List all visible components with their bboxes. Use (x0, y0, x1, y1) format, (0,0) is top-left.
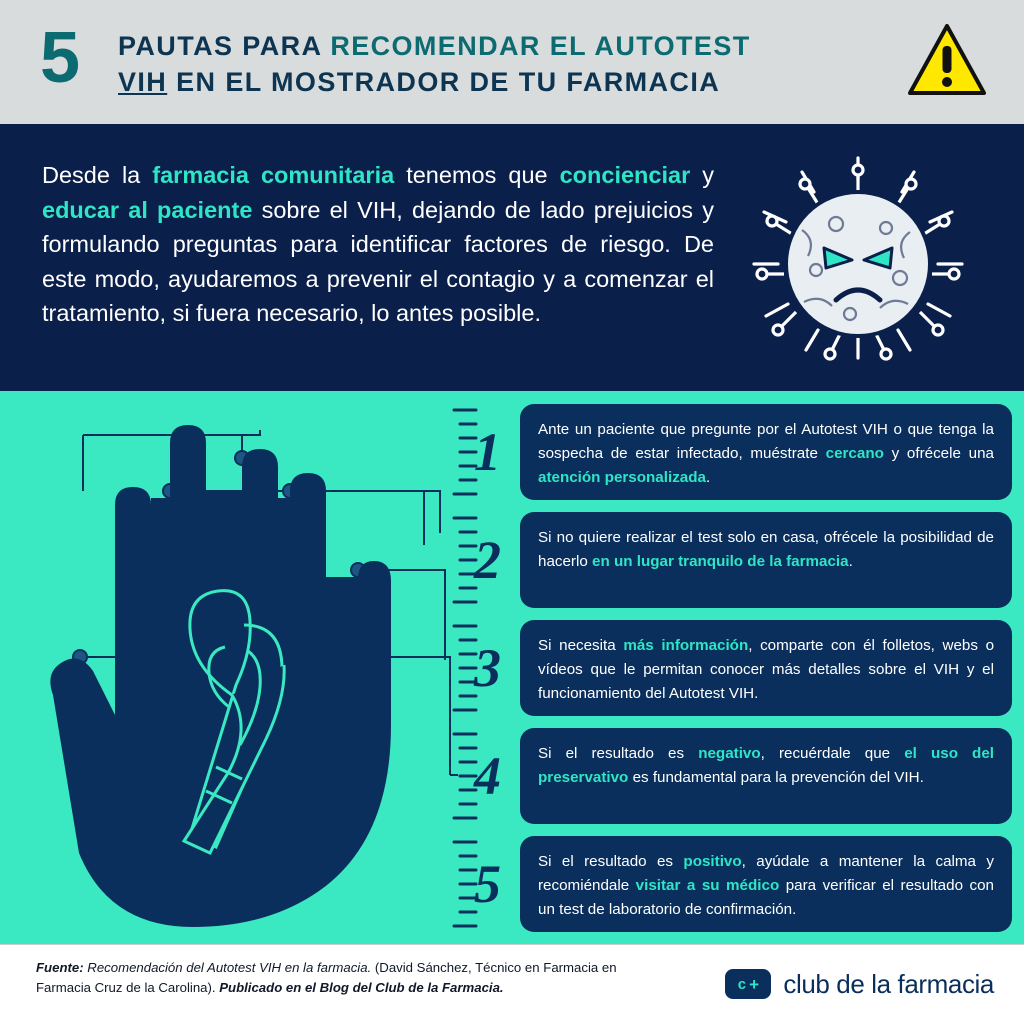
step-text-part: . (848, 553, 853, 570)
source-label: Fuente: (36, 960, 84, 975)
step-text-emphasis: más información (623, 637, 749, 654)
step-text-emphasis: negativo (698, 745, 761, 762)
step-item (452, 620, 1012, 716)
step-text-part: y ofrécele una (883, 445, 994, 462)
brand-logo[interactable] (725, 964, 994, 1004)
step-text-part: Si el resultado es (538, 853, 684, 870)
title-part-4: EN EL MOSTRADOR DE TU FARMACIA (167, 67, 721, 97)
step-item (452, 728, 1012, 824)
step-text-emphasis: el uso del preservativo (538, 745, 994, 786)
brand-name: club de la farmacia (783, 968, 994, 999)
footer-divider (0, 944, 1024, 945)
step-number: 5 (474, 854, 500, 914)
step-number: 4 (474, 746, 500, 806)
title-part-2: RECOMENDAR EL AUTOTEST (330, 31, 751, 61)
source-published: Publicado en el Blog del Club de la Farmacia. (219, 980, 504, 995)
angry-virus-icon (740, 152, 976, 364)
intro-band (0, 124, 1024, 391)
source-title: Recomendación del Autotest VIH en la farmacia. (87, 960, 372, 975)
step-text-part: , recuérdale que (760, 745, 905, 762)
title-part-3: VIH (118, 67, 168, 97)
step-number: 2 (474, 530, 500, 590)
step-item (452, 512, 1012, 608)
step-text-part: , comparte con él folletos, webs o vídeos que le permitan conocer más detalles sobre el VIH y el funcionamiento del Autotest VIH. (538, 637, 995, 702)
step-text (520, 404, 1012, 500)
intro-part-1: Desde la (42, 162, 153, 188)
intro-highlight-1: farmacia comunitaria (152, 162, 395, 188)
step-text-part: Si no quiere realizar el test solo en casa, ofrécele la posibilidad de hacerlo (538, 529, 994, 570)
step-text-part: para verificar el resultado con un test de laboratorio de confirmación. (538, 877, 994, 918)
step-text-part: Si el resultado es (538, 745, 699, 762)
intro-text (42, 158, 714, 331)
step-text-emphasis: cercano (825, 445, 884, 462)
step-text-part: Si necesita (538, 637, 624, 654)
warning-triangle-icon (908, 24, 986, 96)
page-title (118, 28, 838, 100)
header (0, 0, 1024, 124)
step-text-emphasis: atención personalizada (538, 469, 706, 486)
intro-highlight-3: educar al paciente (42, 196, 253, 223)
step-text-emphasis: en un lugar tranquilo de la farmacia (592, 553, 849, 570)
step-text (520, 836, 1012, 932)
step-text-part: , ayúdale a mantener la calma y recomiéndale (538, 853, 994, 894)
step-item (452, 404, 1012, 500)
step-text (520, 728, 1012, 824)
intro-highlight-2: concienciar (559, 162, 691, 188)
brand-mark-icon (725, 969, 771, 999)
brand-mark-letter: c (737, 975, 747, 993)
source-note (36, 958, 636, 998)
intro-part-3: y (690, 162, 715, 188)
step-text-emphasis: positivo (683, 853, 742, 870)
step-text-emphasis: visitar a su médico (635, 877, 780, 894)
steps-list (452, 404, 1012, 934)
intro-part-4: sobre el VIH, dejando de lado prejuicios y formulando preguntas para identificar factores de riesgo. De este modo, ayudaremos a prevenir el contagio y a comenzar el tratamiento, si fuera necesario, lo antes posible. (42, 196, 714, 326)
step-text-part: es fundamental para la prevención del VIH. (628, 769, 924, 786)
step-number: 1 (474, 422, 500, 482)
header-number: 5 (40, 18, 79, 98)
hand-with-awareness-ribbon-icon (20, 395, 500, 935)
intro-part-2: tenemos que (394, 162, 560, 188)
brand-mark-plus: + (749, 974, 760, 994)
step-item (452, 836, 1012, 932)
step-text-part: Ante un paciente que pregunte por el Autotest VIH o que tenga la sospecha de estar infectado, muéstrate (538, 421, 994, 462)
step-text (520, 620, 1012, 716)
step-number: 3 (474, 638, 500, 698)
step-text (520, 512, 1012, 608)
step-text-part: . (705, 469, 711, 486)
title-part-1: PAUTAS PARA (118, 31, 331, 61)
source-author: (David Sánchez, Técnico en Farmacia en Farmacia Cruz de la Carolina). (36, 960, 617, 995)
footer (0, 944, 1024, 1024)
